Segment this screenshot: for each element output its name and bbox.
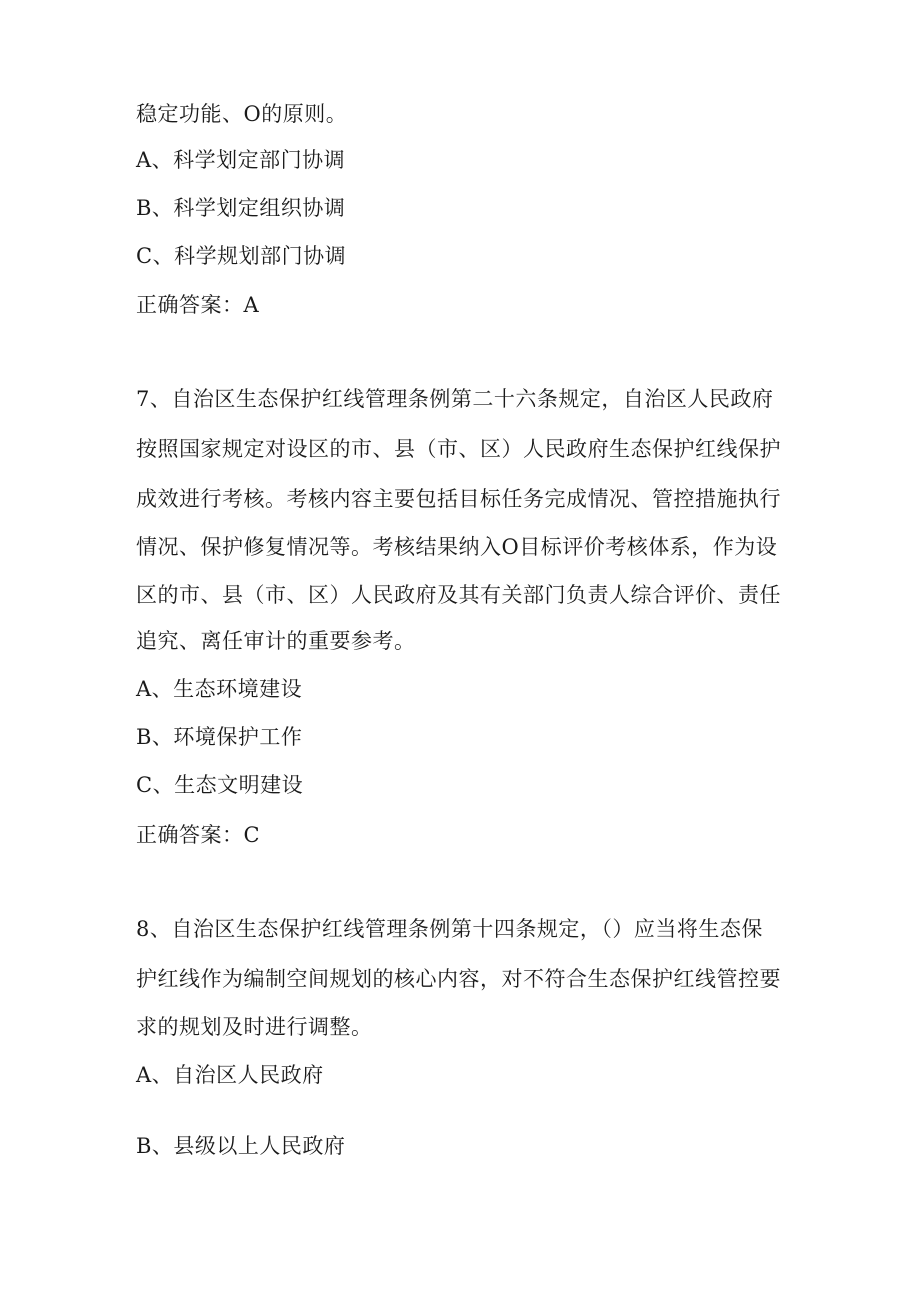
question-6-tail: 稳定功能、O的原则。	[136, 102, 348, 126]
question-8-option-a: A、自治区人民政府	[136, 1063, 324, 1087]
question-6-option-b: B、科学划定组织协调	[136, 196, 346, 220]
question-7-line-1: 7、自治区生态保护红线管理条例第二十六条规定，自治区人民政府	[136, 387, 774, 411]
question-6-option-c: C、科学规划部门协调	[136, 244, 347, 268]
question-7-line-3: 成效进行考核。考核内容主要包括目标任务完成情况、管控措施执行	[136, 487, 781, 511]
question-7-answer: 正确答案：C	[136, 823, 261, 847]
question-7-option-c: C、生态文明建设	[136, 773, 304, 797]
question-8-option-b: B、县级以上人民政府	[136, 1134, 346, 1158]
question-7-option-a: A、生态环境建设	[136, 677, 303, 701]
question-6-option-a: A、科学划定部门协调	[136, 148, 346, 172]
question-7-line-4: 情况、保护修复情况等。考核结果纳入O目标评价考核体系，作为设	[136, 535, 778, 559]
question-7-line-5: 区的市、县（市、区）人民政府及其有关部门负责人综合评价、责任	[136, 583, 781, 607]
question-8-line-1: 8、自治区生态保护红线管理条例第十四条规定，（）应当将生态保	[136, 917, 763, 941]
question-7-option-b: B、环境保护工作	[136, 725, 303, 749]
question-6-answer: 正确答案：A	[136, 293, 260, 317]
question-7-line-2: 按照国家规定对设区的市、县（市、区）人民政府生态保护红线保护	[136, 437, 781, 461]
question-8-line-2: 护红线作为编制空间规划的核心内容，对不符合生态保护红线管控要	[136, 967, 781, 991]
question-7-line-6: 追究、离任审计的重要参考。	[136, 629, 416, 653]
question-8-line-3: 求的规划及时进行调整。	[136, 1015, 373, 1039]
